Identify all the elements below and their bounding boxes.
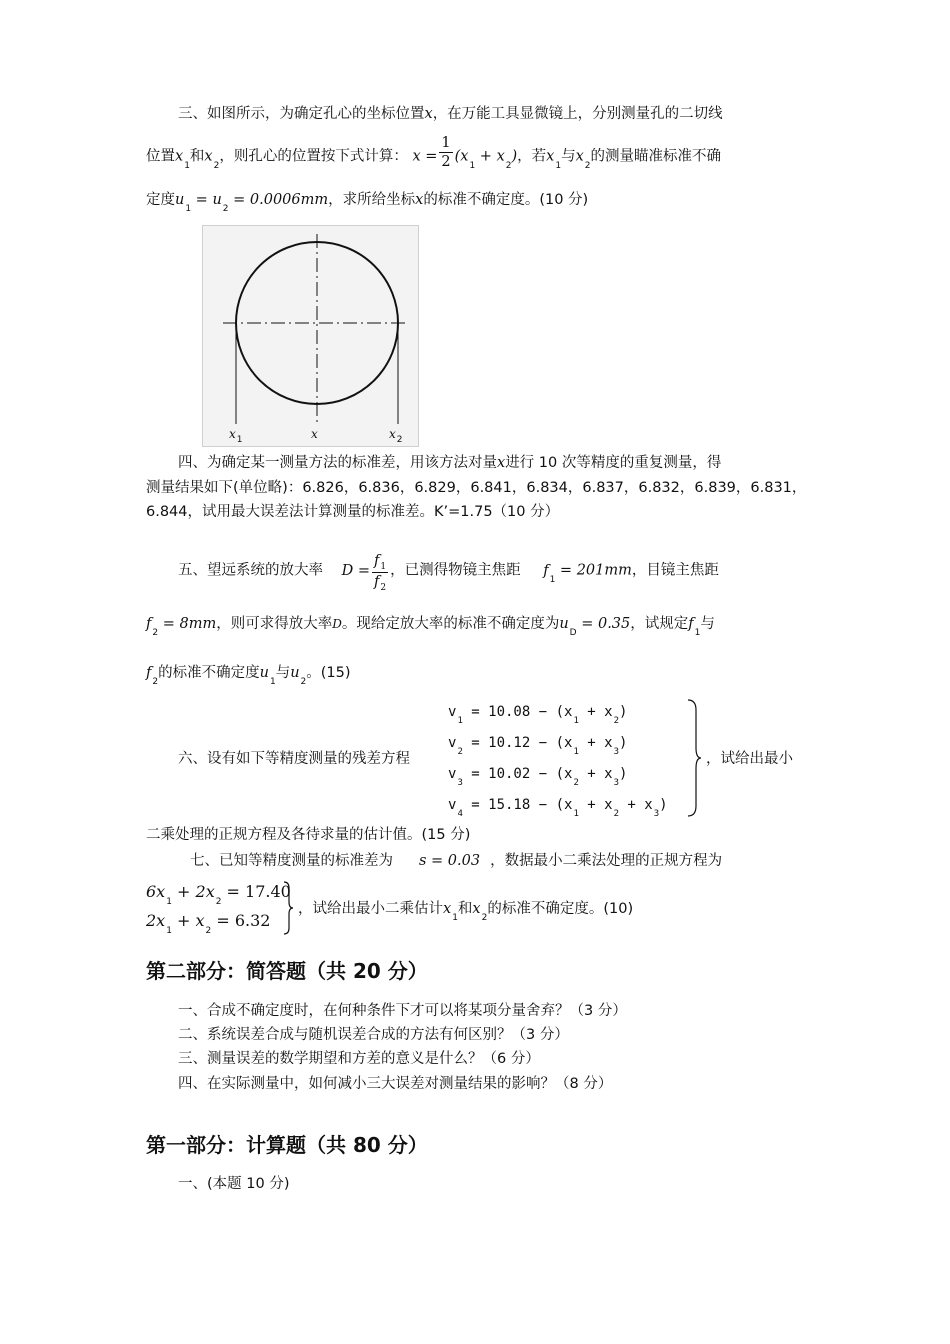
q7-line1 <box>190 851 722 871</box>
q5-f2: f <box>146 616 152 632</box>
q7-text-e: 的标准不确定度。(10) <box>487 901 634 917</box>
q7-eq-1: $6x_1 + 2x_2 = 17.40$ <box>146 882 291 907</box>
q4-line1 <box>178 453 721 473</box>
q3-formula-rhs-b: + x <box>475 148 505 165</box>
q3-frac-num: 1 <box>441 135 451 151</box>
q5-line1: 五、望远系统的放大率 D = $\frac{f_1}{f_2}$ ，已测得物镜主焦距 $f_1 = 201mm$，目镜主焦距 <box>178 553 719 593</box>
q5-text-a: 五、望远系统的放大率 <box>178 562 323 579</box>
q3-var-x: x <box>424 106 433 122</box>
q5-f1: f <box>543 562 549 579</box>
q3-text-d: ，则孔心的位置按下式计算： <box>219 148 408 165</box>
q3-line2: 位置$x_1$和$x_2$，则孔心的位置按下式计算： x = $\frac{1}{2}$ $(x_1 + x_2)$，若$x_1$与$x_2$的测量瞄准标准不确 <box>146 135 721 171</box>
circle-diagram <box>203 226 418 446</box>
q3-text-e: ，若 <box>517 148 547 165</box>
q7-text-d: 和 <box>457 901 473 917</box>
q5-text-f: ，试规定 <box>630 616 689 632</box>
q5-text-j: 。(15) <box>306 665 351 681</box>
q3-formula-rhs-a: (x <box>454 148 469 165</box>
q5-text-e: 。现给定放大率的标准不确定度为 <box>341 616 560 632</box>
q5-text-g: 与 <box>700 616 715 632</box>
q7-tail: ，试给出最小二乘估计$x_1$和$x_2$的标准不确定度。(10) <box>298 901 634 923</box>
part2-item-4: 四、在实际测量中，如何减小三大误差对测量结果的影响？（8 分） <box>178 1076 613 1092</box>
q6-eq-1: $v_1 = 10.08 - (x_1 + x_2)$ <box>448 704 628 726</box>
q3-var-x-coord: x <box>415 192 424 208</box>
q7-text-c: ，试给出最小二乘估计 <box>298 901 443 917</box>
q3-text-j: 的标准不确定度。(10 分) <box>423 192 589 208</box>
q3-text-h: 定度 <box>146 192 175 208</box>
q6-tail: ，试给出最小 <box>706 751 793 767</box>
q4-text-a: 四、为确定某一测量方法的标准差，用该方法对量 <box>178 455 497 471</box>
q3-text-f: 与 <box>561 148 576 165</box>
q5-D: D = <box>341 562 370 579</box>
q3-fraction <box>439 134 452 171</box>
q3-line3: 定度$u_1 = u_2 = 0.0006mm$，求所给坐标x的标准不确定度。(10 分) <box>146 192 589 214</box>
q3-text-b: ，在万能工具显微镜上，分别测量孔的二切线 <box>432 106 723 122</box>
q5-f2-value: = 8mm <box>158 616 217 632</box>
q5-fraction: $\frac{f_1}{f_2}$ <box>374 553 387 593</box>
q5-uD: u <box>559 616 569 632</box>
fig-label-x2: $x_2$ <box>389 427 403 445</box>
q7-right-brace <box>282 880 294 936</box>
q3-text-g: 的测量瞄准标准不确 <box>590 148 721 165</box>
q5-D2: D <box>332 617 342 631</box>
q5-text-i: 与 <box>275 665 291 681</box>
part1-item-1: 一、(本题 10 分) <box>178 1176 290 1192</box>
q6-eq-4: $v_4 = 15.18 - (x_1 + x_2 + x_3)$ <box>448 797 668 819</box>
q3-u2: = u <box>191 192 222 208</box>
part2-item-2: 二、系统误差合成与随机误差合成的方法有何区别？（3 分） <box>178 1027 569 1043</box>
q5-u1: u <box>259 665 269 681</box>
q3-and: 和 <box>189 148 205 165</box>
q3-line1 <box>178 104 723 124</box>
q3-u1: u <box>175 192 185 208</box>
q3-text-i: ，求所给坐标 <box>328 192 416 208</box>
part2-item-1: 一、合成不确定度时，在何种条件下才可以将某项分量舍弃？（3 分） <box>178 1003 627 1019</box>
q6-line2: 二乘处理的正规方程及各待求量的估计值。(15 分) <box>146 827 471 843</box>
q4-line2: 测量结果如下(单位略)：6.826，6.836，6.829，6.841，6.834，6.837，6.832，6.839，6.831， <box>146 480 807 496</box>
q6-intro: 六、设有如下等精度测量的残差方程 <box>178 751 410 767</box>
q5-text-b: ，已测得物镜主焦距 <box>390 562 521 579</box>
part1-heading: 第一部分：计算题（共 80 分） <box>146 1133 428 1157</box>
fig-label-x1: $x_1$ <box>229 427 243 445</box>
q5-text-c: ，目镜主焦距 <box>631 562 719 579</box>
q5-text-h: 的标准不确定度 <box>158 665 260 681</box>
q7-s-value: s = 0.03 <box>419 853 481 869</box>
q5-f1-value: = 201mm <box>555 562 632 579</box>
q7-text-b: ，数据最小二乘法处理的正规方程为 <box>490 853 723 869</box>
q5-u2: u <box>290 665 300 681</box>
q4-line3: 6.844，试用最大误差法计算测量的标准差。K’=1.75（10 分） <box>146 504 560 520</box>
q4-var-x: x <box>497 455 506 471</box>
q3-formula-rhs-c: ) <box>511 148 518 165</box>
q5-text-d: ，则可求得放大率 <box>216 616 333 632</box>
q7-eq-2: $2x_1 + x_2 = 6.32$ <box>146 911 271 936</box>
q6-eq-2: $v_2 = 10.12 - (x_1 + x_3)$ <box>448 735 628 757</box>
q3-u-value: = 0.0006mm <box>228 192 329 208</box>
fig-label-x: x <box>311 427 318 441</box>
q3-text-c: 位置 <box>146 148 175 165</box>
q3-var-x1: x <box>175 148 184 165</box>
hole-measurement-figure <box>202 225 419 447</box>
q5-line3: $f_2$的标准不确定度$u_1$与$u_2$。(15) <box>146 665 351 687</box>
part2-heading: 第二部分：简答题（共 20 分） <box>146 959 428 983</box>
q6-right-brace <box>686 698 702 818</box>
q3-text-a: 三、如图所示，为确定孔心的坐标位置 <box>178 106 425 122</box>
q4-text-b: 进行 10 次等精度的重复测量，得 <box>505 455 722 471</box>
q5-uD-value: = 0.35 <box>576 616 631 632</box>
part2-item-3: 三、测量误差的数学期望和方差的意义是什么？（6 分） <box>178 1051 540 1067</box>
q3-formula-lhs: x = <box>412 148 438 165</box>
q3-var-x2: x <box>204 148 213 165</box>
q7-text-a: 七、已知等精度测量的标准差为 <box>190 853 393 869</box>
q5-line2: $f_2 = 8mm$，则可求得放大率D。现给定放大率的标准不确定度为$u_D = 0.35$，试规定$f_1$与 <box>146 616 715 638</box>
q3-frac-den: 2 <box>441 154 451 170</box>
q6-eq-3: $v_3 = 10.02 - (x_2 + x_3)$ <box>448 766 628 788</box>
